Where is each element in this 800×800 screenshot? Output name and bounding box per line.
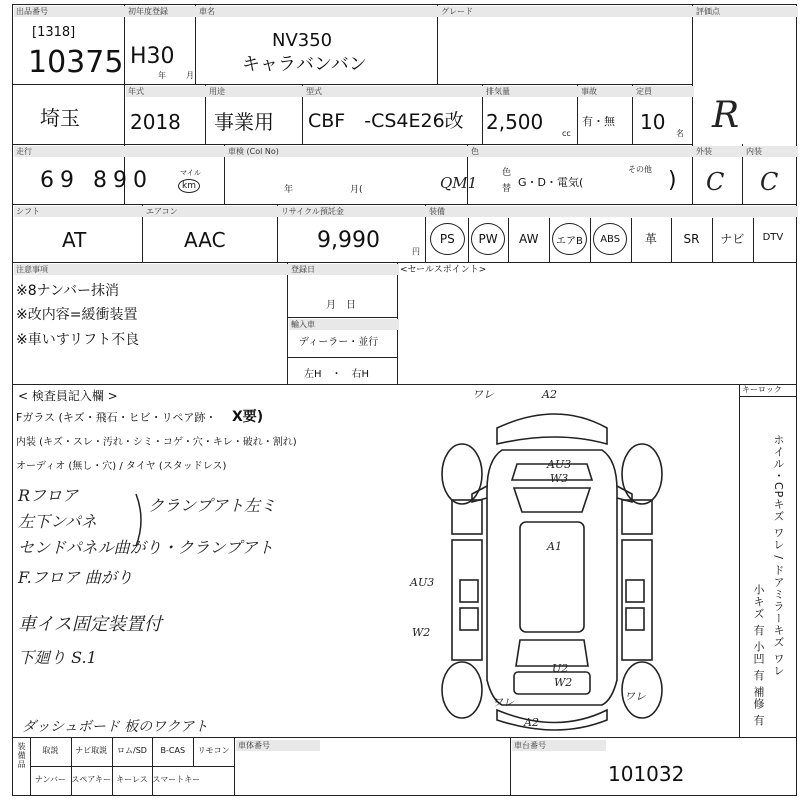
damage-mark-11: A2 (524, 716, 539, 729)
front-right-wheel (622, 444, 662, 504)
glass-line: Fガラス (キズ・飛石・ヒビ・リペア跡・ (16, 411, 217, 424)
year: 2018 (130, 110, 181, 134)
damage-mark-8: W2 (554, 676, 573, 689)
bottom-label-r1-4: リモコン (197, 746, 230, 755)
audio-line: オーディオ (無し・穴) / タイヤ (スタッドレス) (16, 461, 227, 472)
accident-label: 有・無 (582, 115, 615, 128)
bottom-label-r2-2: キーレス (116, 775, 148, 784)
damage-mark-5: AU3 (410, 576, 435, 589)
region: 埼玉 (40, 106, 80, 130)
exterior-grade: C (706, 168, 725, 196)
mileage-unit: km (178, 179, 200, 193)
remark-3: 左下ンパネ (18, 512, 97, 531)
equipment-3: エアB (552, 223, 587, 255)
bottom-label-r2-3: スマートキー (152, 775, 201, 784)
use-type: 事業用 (214, 110, 274, 134)
equipment-4: ABS (593, 223, 628, 255)
era-year: H30 (130, 44, 175, 69)
steering-label: 左H ・ 右H (304, 369, 370, 380)
frame-number: 101032 (608, 762, 685, 786)
rear-bumper (497, 710, 607, 730)
rear-left-wheel (442, 662, 482, 718)
mileage: 69 890 (40, 168, 153, 193)
damage-mark-1: A2 (542, 390, 557, 401)
damage-mark-9: ワレ (492, 696, 514, 709)
lot-prefix: [1318] (32, 25, 76, 40)
interior-grade: C (760, 168, 779, 196)
equipment-1: PW (471, 223, 506, 255)
remark-2: クランプアト左ミ (148, 496, 277, 515)
equipment-7: ナビ (720, 232, 745, 246)
front-left-wheel (442, 444, 482, 504)
damage-mark-7: U2 (552, 662, 569, 675)
lot-number: 10375 (28, 45, 124, 80)
note-3: ※車いすリフト不良 (16, 332, 140, 348)
reg-date-label: 月 日 (326, 300, 356, 311)
chassis-code: CBF -CS4E26改 (308, 110, 464, 132)
bottom-label-r1-1: ナビ取説 (75, 746, 108, 755)
equipment-5: 革 (644, 232, 657, 246)
equipment-8: DTV (762, 232, 784, 243)
remark-4: センドパネル曲がり・クランプアト (18, 538, 274, 557)
color-code: QM1 (440, 174, 478, 192)
car-damage-diagram (402, 390, 722, 736)
front-bumper (497, 414, 607, 444)
model-name: NV350 (272, 30, 333, 51)
remark-5: F.フロア 曲がり (18, 568, 133, 587)
bottom-label-r1-3: B-CAS (160, 746, 186, 755)
aircon: AAC (184, 228, 226, 252)
note-1: ※8ナンバー抹消 (16, 283, 119, 299)
damage-mark-2: AU3 (547, 458, 572, 471)
equipment-6: SR (683, 232, 700, 246)
displacement: 2,500 (486, 110, 544, 134)
transmission: AT (62, 228, 87, 252)
recycle-fee: 9,990 (317, 228, 380, 253)
remark-1: Rフロア (18, 486, 79, 505)
interior-line: 内装 (キズ・スレ・汚れ・シミ・コゲ・穴・キレ・破れ・割れ) (16, 437, 297, 448)
bottom-label-r2-1: スペアキー (71, 775, 112, 784)
bottom-label-r1-2: ロム/SD (117, 746, 147, 755)
right-vertical-1: ホイル・CPキズ ワレ / ドアミラーキズ ワレ (772, 434, 785, 678)
dealer-label: ディーラー・並行 (299, 337, 379, 348)
remark-7: 下廻り S.1 (18, 648, 97, 667)
handle-mark: R (712, 95, 740, 136)
damage-mark-0: ワレ (472, 390, 494, 401)
remark-6: 車イス固定装置付 (18, 614, 162, 635)
glass-x-mark: X要) (232, 409, 264, 425)
damage-mark-3: W3 (550, 472, 569, 485)
damage-mark-4: A1 (547, 540, 562, 553)
right-vertical-2: 小キズ 有 小凹 有 補修 有 (752, 584, 765, 727)
model-name-kana: キャラバンバン (242, 54, 367, 75)
equipment-2: AW (519, 232, 539, 246)
equipment-0: PS (430, 223, 465, 255)
sales-point-label: <セールスポイント> (400, 265, 487, 275)
color-options: G・D・電気( (518, 176, 584, 189)
auction-sheet: 出品番号 初年度登録 車名 グレード 評価点 [1318] 10375 H30 年 月 NV350 キャラバンバン 年式 用途 型式 排気量 事故 定員 埼玉 2018 事業用 CBF -CS4E26改 2,500 cc 有・無 10 名 R 走行 車検 (Col No) 色 外装 内装 69 890 マイル km 年 月( QM1 色 替 G・D・電気( その他 ) C C シフト エアコン リサイクル預託金 装備 AT AAC 9,990 円 PS PW AW エアB ABS 革 SR ナビ DTV 注意事項 登録日 輸入車 <セールスポイント> ※8ナンバー抹消 ※改内容=緩衝装置 ※車いすリフト不良 月 日 ディーラー・並行 左H ・ 右H キーロック < 検査員記入欄 > Fガラス (キズ・飛石・ヒビ・リペア跡・ X要) 内装 (キズ・スレ・汚れ・シミ・コゲ・穴・キレ・破れ・割れ) オーディオ (無し・穴) / タイヤ (スタッドレス) Rフロア クランプアト左ミ 左下ンパネ センドパネル曲がり・クランプアト F.フロア 曲がり 車イス固定装置付 下廻り S.1 ダッシュボード 板のワクアト ワレ A2 AU3 W3 A1 AU3 W2 U2 W2 ワレ ワレ A2 ホイル・CPキズ ワレ / ドアミラーキズ ワレ 小キズ 有 小凹 有 補修 有 車台番号 車体番号 装備品 取説 ナビ取説 ロム/SD B-CAS リモコン ナンバー スペアキー キーレス スマートキー 101032 (12, 4, 797, 796)
seats: 10 (640, 110, 666, 134)
remark-bracket (132, 490, 152, 550)
bottom-label-r2-0: ナンバー (34, 775, 66, 784)
damage-mark-6: W2 (412, 626, 431, 639)
note-2: ※改内容=緩衝装置 (16, 307, 138, 323)
inspector-title: < 検査員記入欄 > (18, 389, 118, 403)
remark-8: ダッシュボード 板のワクアト (22, 719, 209, 735)
damage-mark-10: ワレ (624, 690, 646, 703)
bottom-label-r1-0: 取説 (42, 746, 59, 755)
